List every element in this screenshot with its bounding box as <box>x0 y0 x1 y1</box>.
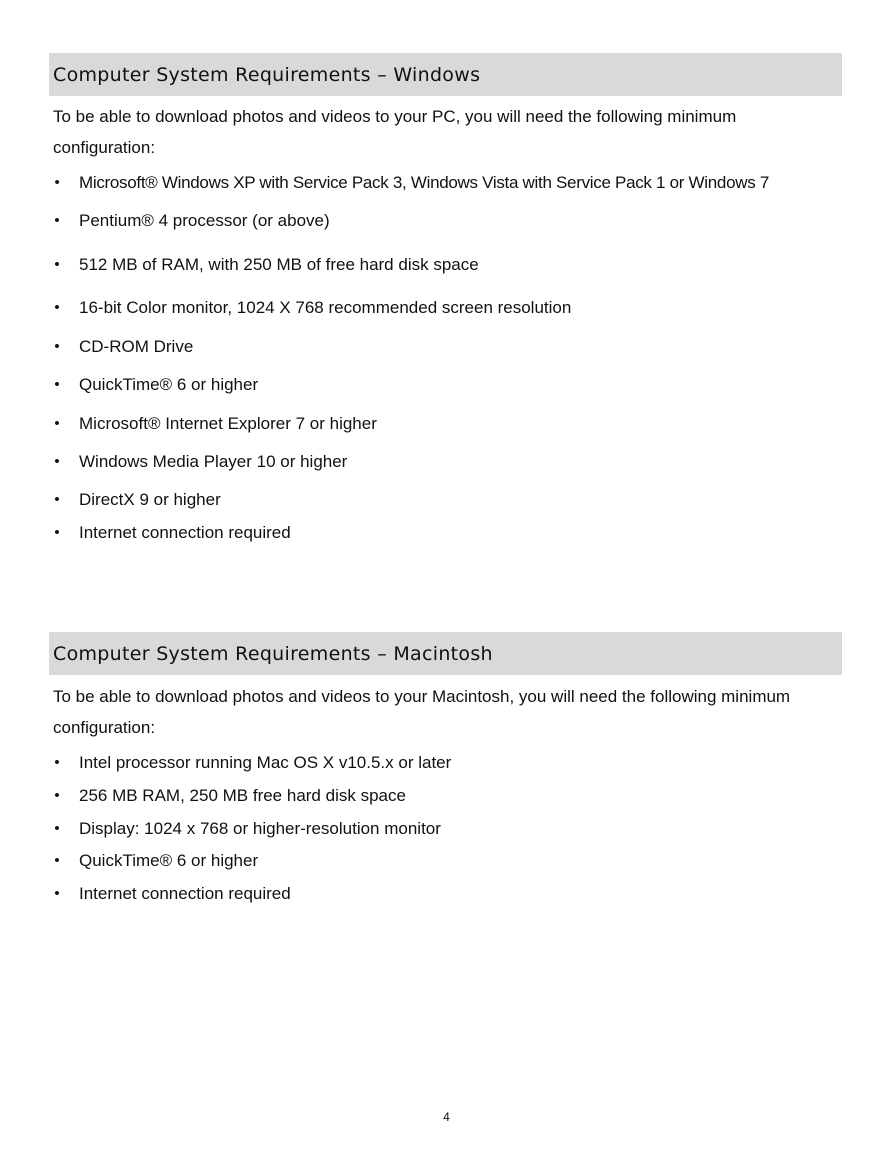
bullet-icon: • <box>54 338 60 355</box>
bullet-icon: • <box>54 524 60 541</box>
macintosh-section-header <box>49 632 842 675</box>
windows-requirement-text: DirectX 9 or higher <box>79 490 221 509</box>
page-number: 4 <box>443 1110 450 1124</box>
windows-requirement-text: Windows Media Player 10 or higher <box>79 452 348 471</box>
macintosh-requirement-text: Internet connection required <box>79 884 291 903</box>
windows-section-header <box>49 53 842 96</box>
bullet-icon: • <box>54 491 60 508</box>
windows-requirement-text: QuickTime® 6 or higher <box>79 375 259 394</box>
macintosh-section-title: Computer System Requirements – Macintosh <box>53 642 493 665</box>
windows-requirement-text: Microsoft® Internet Explorer 7 or higher <box>79 414 377 433</box>
bullet-icon: • <box>54 885 60 902</box>
windows-requirement-text: 512 MB of RAM, with 250 MB of free hard disk space <box>79 255 479 274</box>
macintosh-requirement-text: QuickTime® 6 or higher <box>79 851 259 870</box>
bullet-icon: • <box>54 754 60 771</box>
windows-section-title: Computer System Requirements – Windows <box>53 63 481 86</box>
windows-requirement-text: Microsoft® Windows XP with Service Pack 3, Windows Vista with Service Pack 1 or Windows 7 <box>79 173 769 192</box>
macintosh-requirement-text: Intel processor running Mac OS X v10.5.x or later <box>79 753 452 772</box>
bullet-icon: • <box>54 212 60 229</box>
windows-requirement-text: Internet connection required <box>79 523 291 542</box>
bullet-icon: • <box>54 453 60 470</box>
windows-requirement-text: CD-ROM Drive <box>79 337 194 356</box>
bullet-icon: • <box>54 820 60 837</box>
windows-intro-text: To be able to download photos and videos to your PC, you will need the following minimum configuration: <box>53 107 737 157</box>
bullet-icon: • <box>54 299 60 316</box>
bullet-icon: • <box>54 787 60 804</box>
bullet-icon: • <box>54 415 60 432</box>
bullet-icon: • <box>54 852 60 869</box>
macintosh-requirement-text: Display: 1024 x 768 or higher-resolution monitor <box>79 819 441 838</box>
macintosh-requirement-text: 256 MB RAM, 250 MB free hard disk space <box>79 786 406 805</box>
windows-requirement-text: 16-bit Color monitor, 1024 X 768 recommended screen resolution <box>79 298 572 317</box>
macintosh-intro-text: To be able to download photos and videos to your Macintosh, you will need the following minimum configuration: <box>53 687 791 737</box>
bullet-icon: • <box>54 256 60 273</box>
bullet-icon: • <box>54 174 60 191</box>
bullet-icon: • <box>54 376 60 393</box>
windows-requirement-text: Pentium® 4 processor (or above) <box>79 211 330 230</box>
